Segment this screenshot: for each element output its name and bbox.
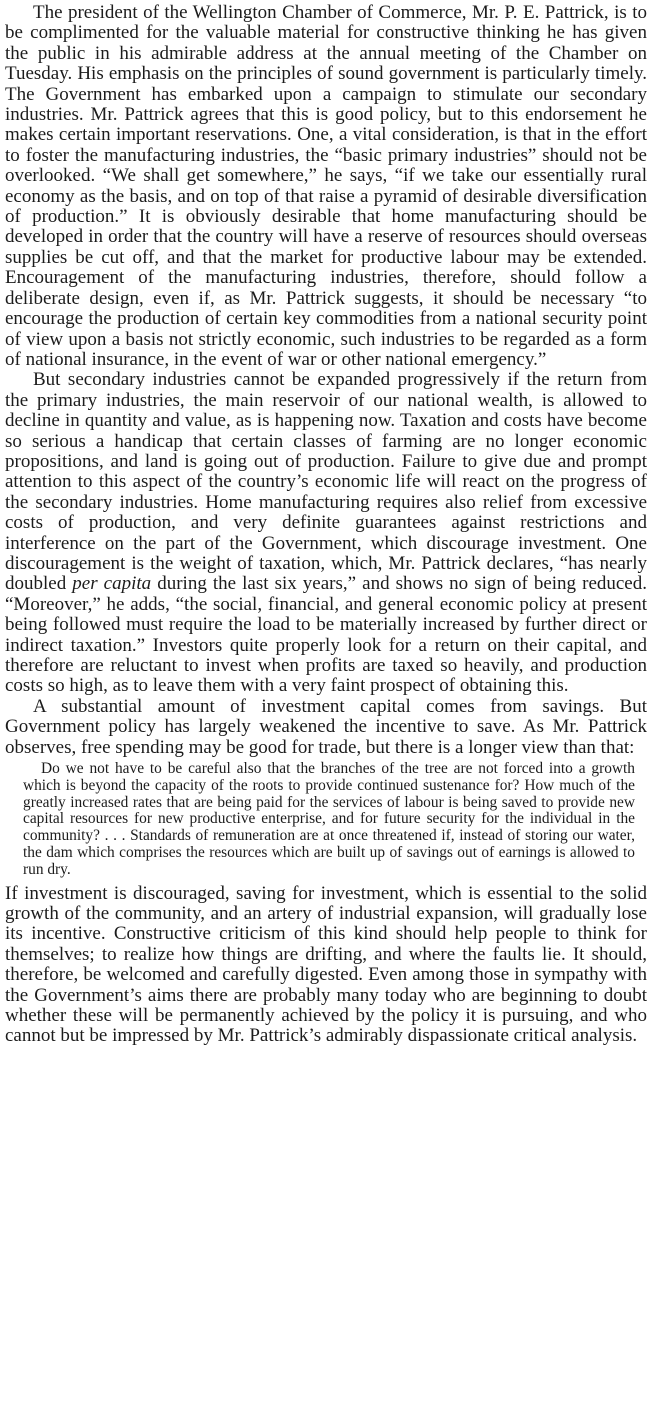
paragraph-2-text-b: during the last six years,” and shows no sign of being reduced. “Moreover,” he adds, “the social, financial, and general economic policy at present being followed must require the load to be materially increased by further direct or indirect taxation.” Investors quite properly look for a return on their capital, and therefore are reluctant to invest when profits are taxed so heavily, and production costs so high, as to leave them with a very faint prospect of obtaining this. (5, 573, 647, 697)
paragraph-4: If investment is discouraged, saving for investment, which is essential to the solid growth of the community, and an artery of industrial expansion, will gradually lose its incentive. Constructive criticism of this kind should help people to think for themselves; to realize how things are drifting, and where the faults lie. It should, therefore, be welcomed and carefully digested. Even among those in sympathy with the Government’s aims there are probably many today who are beginning to doubt whether these will be permanently achieved by the policy it is pursuing, and who cannot but be impressed by Mr. Pattrick’s admirably dispassionate critical analysis. (5, 882, 647, 1047)
editorial-article (5, 0, 647, 1422)
block-quote: Do we not have to be careful also that the branches of the tree are not forced into a growth which is beyond the capacity of the roots to provide continued sustenance for? How much of the greatly increased rates that are being paid for the services of labour is being saved to provide new capital resources for new productive enterprise, and for future security for the individual in the community? . . . Standards of remuneration are at once threatened if, instead of storing our water, the dam which comprises the resources which are built up of savings out of earnings is allowed to run dry. (23, 760, 635, 878)
paragraph-2 (5, 370, 647, 697)
paragraph-2-text-a: But secondary industries cannot be expanded progressively if the return from the primary industries, the main reservoir of our national wealth, is allowed to decline in quantity and value, as is happening now. Taxation and costs have become so serious a handicap that certain classes of farming are no longer economic propositions, and land is going out of production. Failure to give due and prompt attention to this aspect of the country’s economic life will react on the progress of the secondary industries. Home manufacturing requires also relief from excessive costs of production, and very definite guarantees against restrictions and interference on the part of the Government, which discourage investment. One discouragement is the weight of taxation, which, Mr. Pattrick declares, “has nearly doubled (5, 369, 647, 595)
paragraph-2-italic: per capita (72, 573, 152, 595)
paragraph-3: A substantial amount of investment capital comes from savings. But Government policy has largely weakened the incentive to save. As Mr. Pattrick observes, free spending may be good for trade, but there is a longer view than that: (5, 695, 647, 758)
paragraph-1: The president of the Wellington Chamber of Commerce, Mr. P. E. Pattrick, is to be complimented for the valuable material for constructive thinking he has given the public in his admirable address at the annual meeting of the Chamber on Tuesday. His emphasis on the principles of sound government is particularly timely. The Government has embarked upon a campaign to stimulate our secondary industries. Mr. Pattrick agrees that this is good policy, but to this endorsement he makes certain important reservations. One, a vital consideration, is that in the effort to foster the manufacturing industries, the “basic primary industries” should not be overlooked. “We shall get somewhere,” he says, “if we take our essentially rural economy as the basis, and on top of that raise a pyramid of desirable diversification of production.” It is obviously desirable that home manufacturing should be developed in order that the country will have a reserve of resources should overseas supplies be cut off, and that the market for productive labour may be extended. Encouragement of the manufacturing industries, therefore, should follow a deliberate design, even if, as Mr. Pattrick suggests, it should be necessary “to encourage the production of certain key commodities from a national security point of view upon a basis not strictly economic, such industries to be regarded as a form of national insurance, in the event of war or other national emergency.” (5, 2, 647, 370)
